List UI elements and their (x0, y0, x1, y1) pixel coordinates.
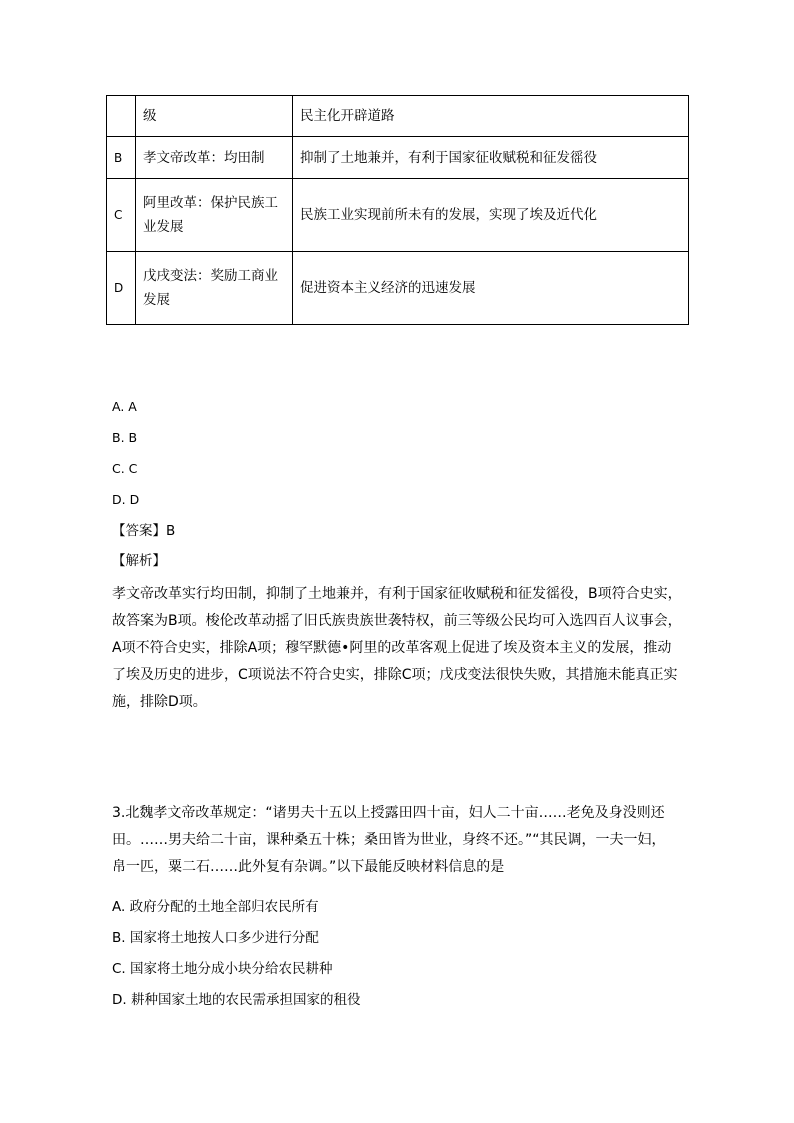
q3-option-b: B. 国家将土地按人口多少进行分配 (112, 930, 319, 946)
row-letter (107, 96, 136, 137)
option-a: A. A (112, 399, 137, 414)
reform-line: 发展 (143, 292, 170, 308)
reform-line: 戊戌变法：奖励工商业 (143, 268, 278, 284)
effect-cell: 民主化开辟道路 (293, 96, 689, 137)
analysis-line: A项不符合史实，排除A项；穆罕默德•阿里的改革客观上促进了埃及资本主义的发展，推动 (112, 640, 672, 656)
reform-line: 阿里改革：保护民族工 (143, 195, 278, 211)
row-letter: C (107, 179, 136, 252)
row-letter: B (107, 137, 136, 179)
reform-cell (136, 179, 293, 252)
analysis-heading: 【解析】 (112, 553, 166, 569)
analysis-paragraph (112, 581, 692, 716)
option-b: B. B (112, 430, 138, 445)
row-letter: D (107, 252, 136, 325)
answer-line: 【答案】B (112, 523, 176, 539)
question-3-stem (112, 800, 692, 881)
stem-line: 帛一匹，粟二石……此外复有杂调。”以下最能反映材料信息的是 (112, 859, 505, 875)
reform-cell: 孝文帝改革：均田制 (136, 137, 293, 179)
table-row (107, 137, 689, 179)
stem-line: 3.北魏孝文帝改革规定：“诸男夫十五以上授露田四十亩，妇人二十亩……老免及身没则还 (112, 805, 665, 821)
q3-option-d: D. 耕种国家土地的农民需承担国家的租役 (112, 992, 361, 1008)
reform-cell: 级 (136, 96, 293, 137)
table-row (107, 252, 689, 325)
effect-cell: 抑制了土地兼并，有利于国家征收赋税和征发徭役 (293, 137, 689, 179)
q3-option-c: C. 国家将土地分成小块分给农民耕种 (112, 961, 333, 977)
table-row (107, 179, 689, 252)
analysis-line: 故答案为B项。梭伦改革动摇了旧氏族贵族世袭特权，前三等级公民均可入选四百人议事会， (112, 613, 682, 629)
reform-line: 业发展 (143, 219, 184, 235)
option-d: D. D (112, 492, 140, 507)
option-c: C. C (112, 461, 138, 476)
stem-line: 田。……男夫给二十亩，课种桑五十株；桑田皆为世业，身终不还。”“其民调，一夫一妇， (112, 832, 666, 848)
table-row (107, 96, 689, 137)
analysis-line: 了埃及历史的进步，C项说法不符合史实，排除C项；戊戌变法很快失败，其措施未能真正实 (112, 667, 678, 683)
analysis-line: 孝文帝改革实行均田制，抑制了土地兼并，有利于国家征收赋税和征发徭役，B项符合史实， (112, 586, 682, 602)
reform-cell (136, 252, 293, 325)
analysis-line: 施，排除D项。 (112, 694, 207, 710)
effect-cell: 民族工业实现前所未有的发展，实现了埃及近代化 (293, 179, 689, 252)
effect-cell: 促进资本主义经济的迅速发展 (293, 252, 689, 325)
reform-table (106, 95, 689, 325)
q3-option-a: A. 政府分配的土地全部归农民所有 (112, 899, 319, 915)
